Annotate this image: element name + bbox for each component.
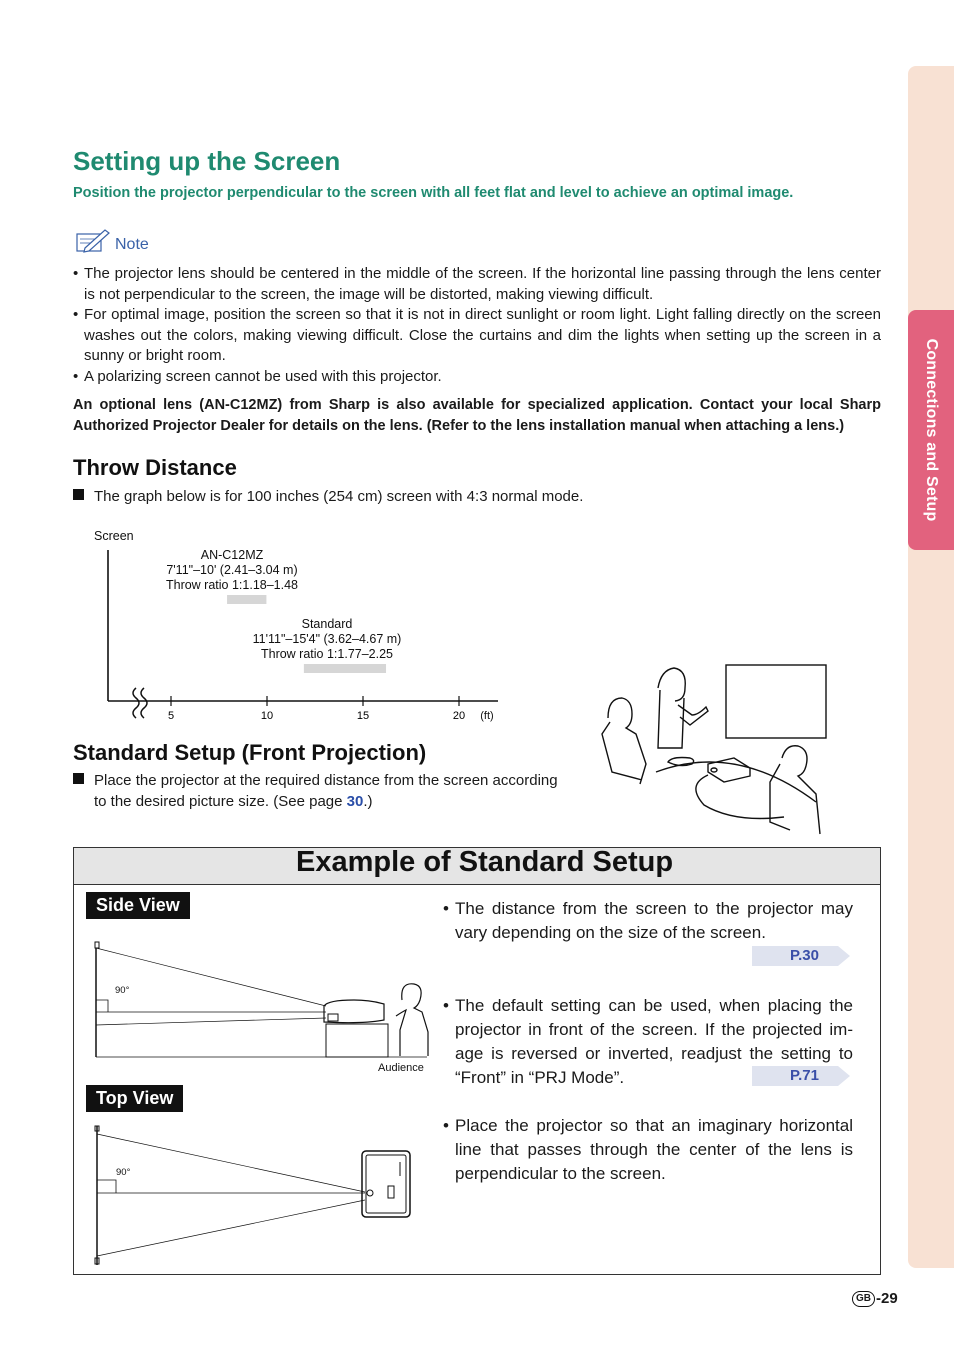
note-item: • The projector lens should be centered in the middle of the screen. If the horizontal line passing through the lens center is not perpendicular to the screen, the image will be distorted, making viewing difficult. [73, 264, 881, 305]
side-view-label: Side View [86, 892, 190, 919]
throw-distance-desc: The graph below is for 100 inches (254 cm) screen with 4:3 normal mode. [94, 488, 584, 505]
section-title: Setting up the Screen [73, 146, 341, 176]
chart-bar-label: Standard [301, 617, 353, 631]
optional-lens-note: An optional lens (AN-C12MZ) from Sharp is also available for specialized application. Contact your local Sharp Authorized Projector Dealer for details on the lens. (Refer to the lens installation manual when attaching a lens.) [73, 397, 881, 434]
note-label: Note [115, 236, 149, 253]
projector-top-shape [362, 1151, 410, 1217]
chart-y-label: Screen [94, 529, 134, 543]
chart-bar-label: AN-C12MZ [200, 548, 264, 562]
right-person-figure [770, 746, 820, 834]
example-point: • The distance from the screen to the projector may vary depending on the size of the screen. [443, 897, 853, 945]
presenter-figure [658, 668, 708, 748]
side-strip [908, 66, 954, 1268]
page-link[interactable]: 30 [346, 792, 364, 810]
square-bullet-icon [73, 773, 84, 784]
example-point: • Place the projector so that an imaginary horizontal line that passes through the center of the lens is perpendicular to the screen. [443, 1114, 853, 1186]
chart-bar-standard [304, 664, 386, 673]
note-header [75, 228, 149, 254]
throw-distance-heading: Throw Distance [73, 455, 237, 480]
chart-x-tick-label: 20 [452, 710, 466, 722]
chart-x-tick-label: 10 [260, 710, 274, 722]
projector-side-shape [324, 1000, 384, 1023]
square-bullet-icon [73, 489, 84, 500]
chart-bar-an-c12mz [227, 595, 266, 604]
throw-distance-text [73, 487, 873, 508]
chart-bar-label: 7'11"–10' (2.41–3.04 m) [166, 563, 298, 577]
page-ref-71[interactable]: P.71 [752, 1066, 850, 1086]
note-pencil-icon [75, 228, 111, 254]
standard-setup-text: Place the projector at the required distance from the screen according to the desired picture size. (See page 30.) [73, 771, 564, 812]
side-angle-label: 90° [115, 985, 130, 996]
chart-bar-label: 11'11"–15'4" (3.62–4.67 m) [252, 632, 402, 646]
note-list [73, 264, 881, 387]
standard-setup-heading: Standard Setup (Front Projection) [73, 740, 427, 765]
chart-x-tick-label: 5 [167, 710, 175, 722]
throw-distance-chart [80, 520, 520, 730]
audience-label: Audience [378, 1062, 424, 1074]
chart-x-tick-label: 15 [356, 710, 370, 722]
chart-bar-label: Throw ratio 1:1.77–2.25 [260, 647, 394, 661]
example-point: • The default setting can be used, when placing the projector in front of the screen. If the projected im-age is reversed or inverted, readjust the setting to “Front” in “PRJ Mode”. [443, 994, 853, 1090]
section-subtitle: Position the projector perpendicular to the screen with all feet flat and level to achieve an optimal image. [73, 185, 794, 201]
chapter-tab-label: Connections and Setup [923, 338, 940, 522]
top-view-label: Top View [86, 1085, 183, 1112]
audience-figure [396, 984, 428, 1056]
region-badge: GB [852, 1291, 875, 1307]
note-item: • For optimal image, position the screen so that it is not in direct sunlight or room light. Light falling directly on the screen washes out the colors, making viewing difficult. Close the curtains and dim the lights when setting up the screen in a sunny or bright room. [73, 305, 881, 367]
note-item: • A polarizing screen cannot be used with this projector. [73, 367, 881, 388]
axis-break-icon [133, 688, 139, 718]
page-ref-30[interactable]: P.30 [752, 946, 850, 966]
top-view-diagram [90, 1120, 430, 1270]
screen-shape [726, 665, 826, 738]
top-angle-label: 90° [116, 1167, 131, 1178]
example-title: Example of Standard Setup [296, 846, 674, 878]
chart-x-unit: (ft) [480, 710, 494, 722]
chart-bar-label: Throw ratio 1:1.18–1.48 [165, 578, 299, 592]
page-number: GB -29 [852, 1290, 898, 1307]
left-person-figure [602, 698, 646, 784]
chapter-tab[interactable] [908, 310, 954, 550]
room-illustration [596, 660, 836, 835]
side-view-diagram [90, 928, 435, 1078]
